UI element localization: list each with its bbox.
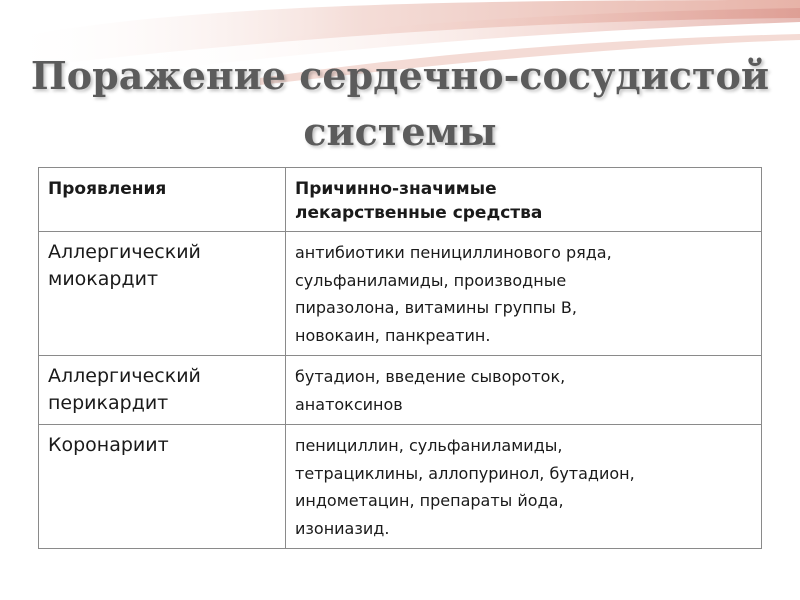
condition-cell (39, 425, 286, 549)
table-row (39, 425, 762, 549)
condition-text: Аллергический перикардит (48, 365, 201, 414)
table-header-row (39, 168, 762, 232)
slide-title-line-2: системы (303, 109, 497, 154)
slide-title (0, 48, 800, 160)
table-row (39, 232, 762, 356)
condition-text: Коронариит (48, 434, 169, 456)
drugs-cell (286, 232, 762, 356)
drugs-text: антибиотики пенициллинового ряда, сульфаниламиды, производные пиразолона, витамины группы В, новокаин, панкреатин. (295, 243, 612, 345)
header-drugs (286, 168, 762, 232)
condition-cell (39, 232, 286, 356)
header-manifestations (39, 168, 286, 232)
drugs-text: бутадион, введение сывороток, анатоксинов (295, 367, 566, 414)
condition-cell (39, 356, 286, 425)
drug-table (38, 167, 762, 549)
condition-text: Аллергический миокардит (48, 241, 201, 290)
slide-title-line-1: Поражение сердечно-сосудистой (30, 53, 770, 98)
table-row (39, 356, 762, 425)
header-drugs-label: Причинно-значимые лекарственные средства (295, 179, 543, 223)
drugs-text: пенициллин, сульфаниламиды, тетрациклины, аллопуринол, бутадион, индометацин, препараты йода, изониазид. (295, 436, 635, 538)
header-manifestations-label: Проявления (48, 179, 167, 199)
drugs-cell (286, 356, 762, 425)
drugs-cell (286, 425, 762, 549)
